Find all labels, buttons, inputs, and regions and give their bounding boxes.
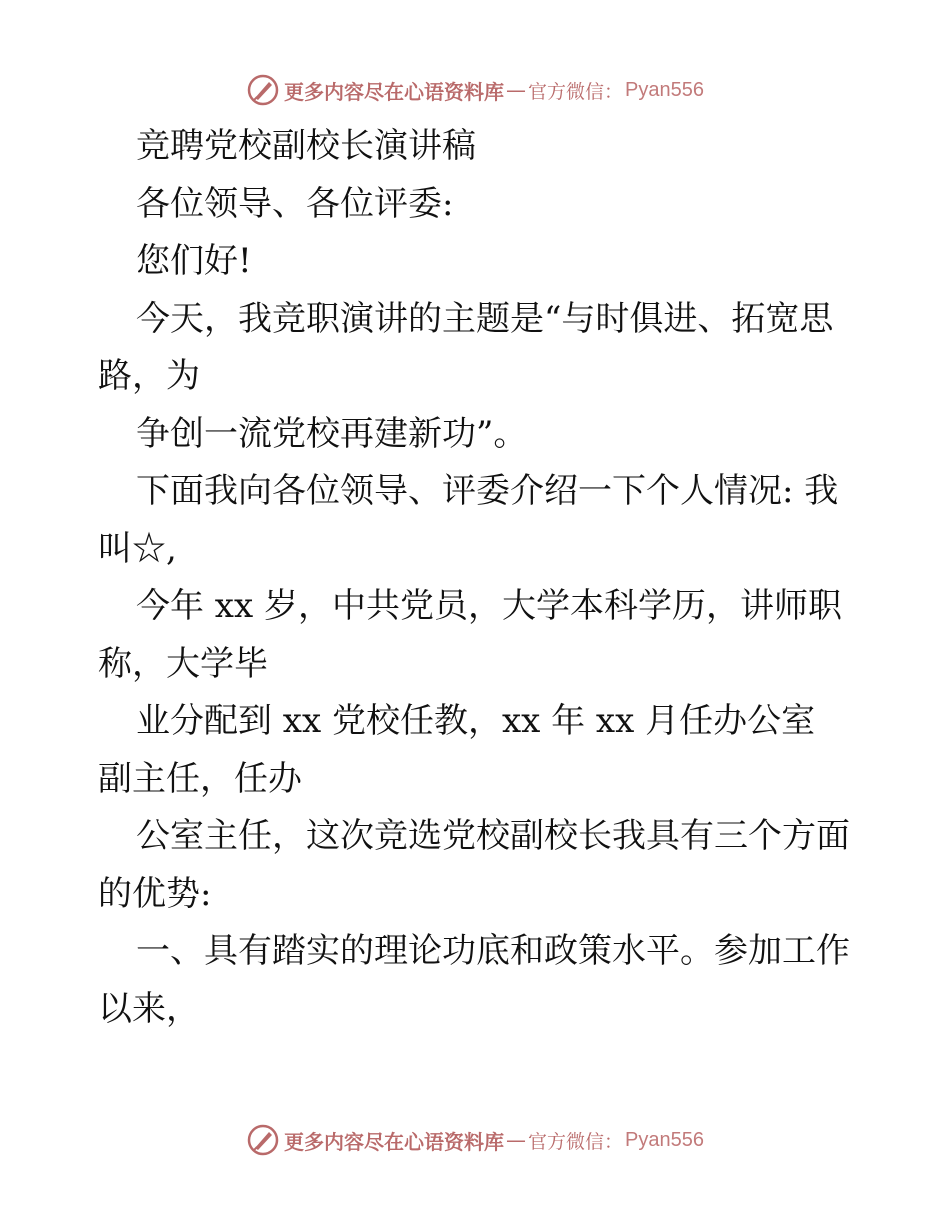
document-title: 竞聘党校副校长演讲稿 xyxy=(136,126,476,166)
wechat-id: Pyan556 xyxy=(625,1128,704,1151)
paragraph-line: 副主任，任办 xyxy=(98,758,302,799)
banner-separator: — xyxy=(506,78,526,102)
paragraph-line: 今年 xx 岁，中共党员，大学本科学历，讲师职 xyxy=(136,586,842,626)
paragraph-line: 下面我向各位领导、评委介绍一下个人情况: 我 xyxy=(136,471,839,511)
quill-pen-logo-icon xyxy=(246,73,280,107)
paragraph-line: 业分配到 xx 党校任教，xx 年 xx 月任办公室 xyxy=(136,701,816,741)
banner-separator: — xyxy=(506,1128,526,1152)
salutation: 各位领导、各位评委: xyxy=(136,183,454,224)
wechat-label: 官方微信： xyxy=(528,1130,624,1153)
promo-text: 更多内容尽在心语资料库 xyxy=(284,1129,504,1154)
paragraph-line: 以来， xyxy=(98,988,200,1029)
paragraph-line: 今天，我竞职演讲的主题是“与时俱进、拓宽思 xyxy=(136,298,834,339)
promo-text: 更多内容尽在心语资料库 xyxy=(284,79,504,104)
paragraph-line: 争创一流党校再建新功”。 xyxy=(136,413,528,454)
footer-banner xyxy=(0,1120,950,1160)
header-banner xyxy=(0,70,950,110)
paragraph-line: 公室主任，这次竞选党校副校长我具有三个方面 xyxy=(136,816,850,856)
paragraph-line: 称，大学毕 xyxy=(98,643,268,684)
paragraph-line: 的优势: xyxy=(98,873,212,914)
greeting: 您们好! xyxy=(136,241,252,281)
quill-pen-logo-icon xyxy=(246,1123,280,1157)
paragraph-line: 叫☆, xyxy=(98,528,177,569)
paragraph-line: 路，为 xyxy=(98,356,200,396)
paragraph-line: 一、具有踏实的理论功底和政策水平。参加工作 xyxy=(136,931,850,971)
wechat-id: Pyan556 xyxy=(625,78,704,101)
document-body xyxy=(98,118,858,1038)
wechat-label: 官方微信： xyxy=(528,80,624,103)
